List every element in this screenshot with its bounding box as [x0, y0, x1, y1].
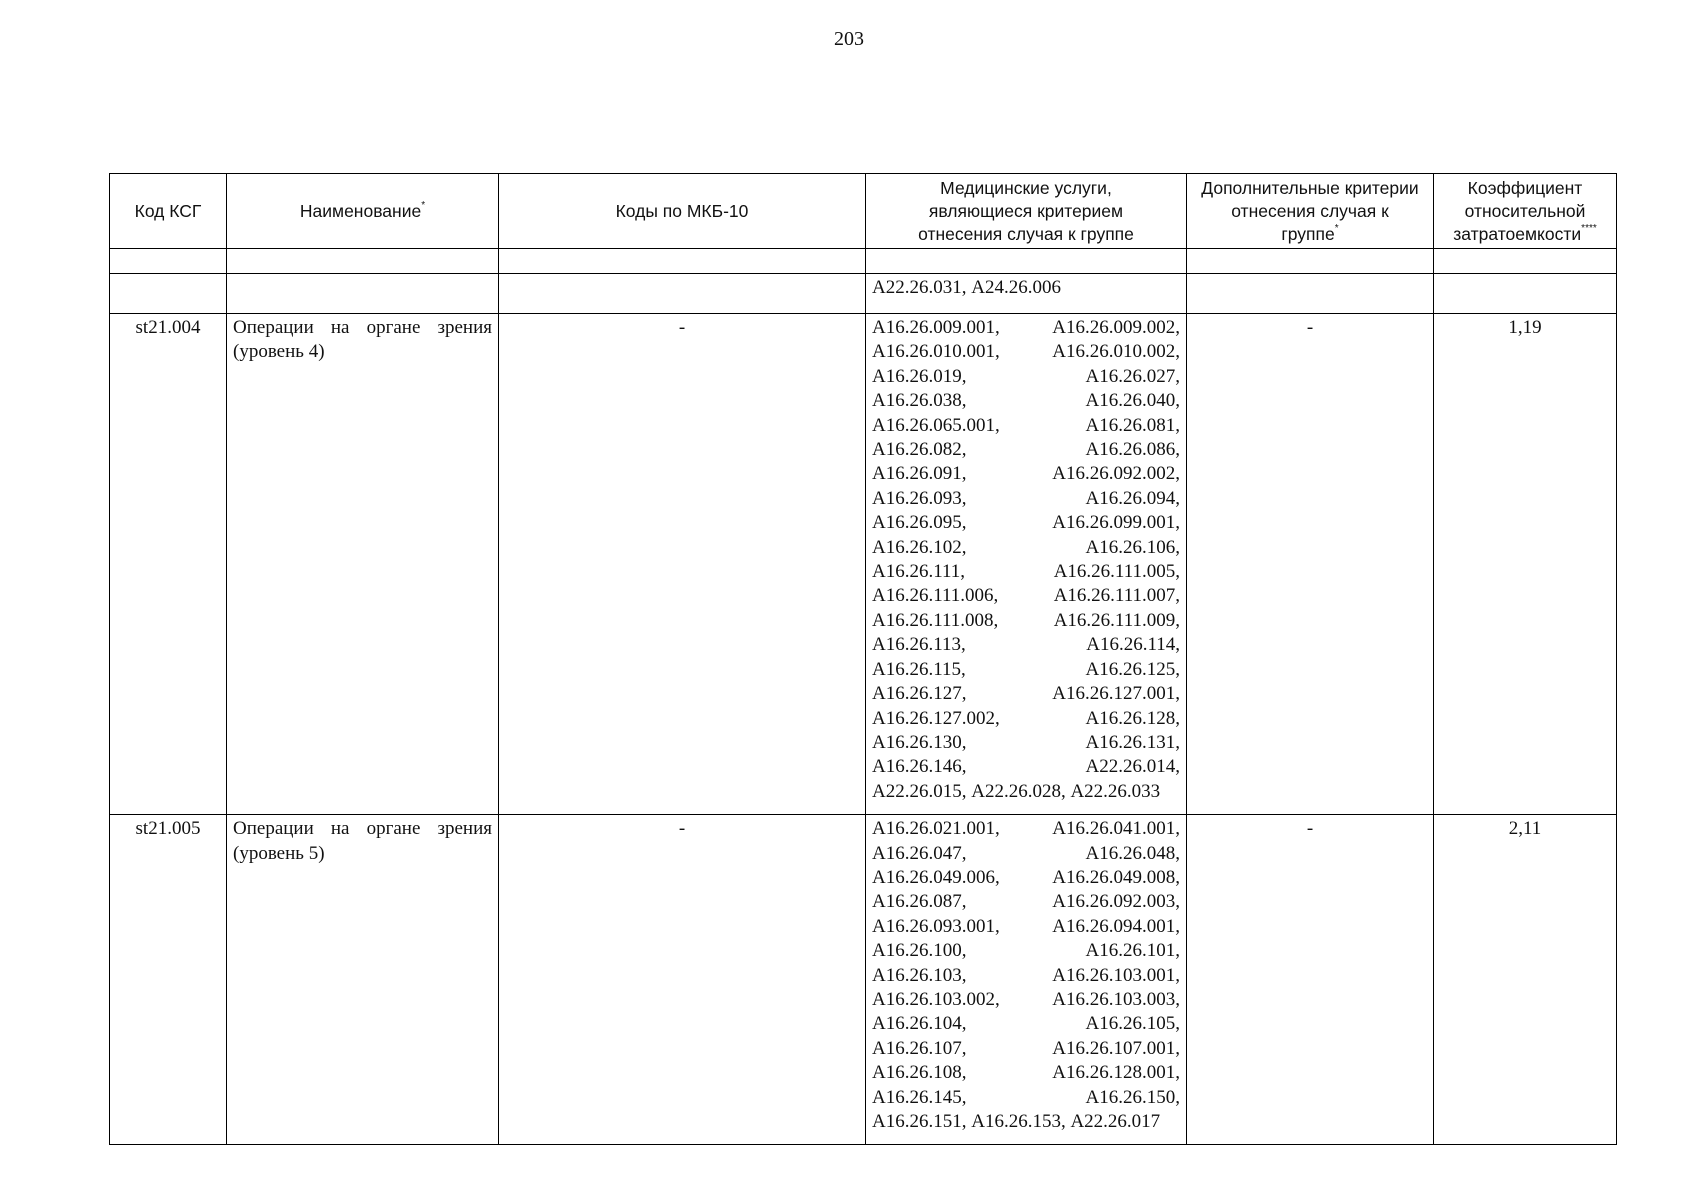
service-code: А16.26.103.002,	[872, 988, 1000, 1010]
service-code-line	[872, 780, 1180, 804]
mkb-cell: -	[499, 815, 866, 1145]
service-code: А16.26.105,	[1085, 1013, 1180, 1035]
extra-criteria-cell: -	[1187, 815, 1434, 1145]
name-word: на	[330, 818, 350, 840]
service-code: А16.26.151, А16.26.153, А22.26.017	[872, 1111, 1161, 1132]
service-code: А22.26.015, А22.26.028, А22.26.033	[872, 780, 1161, 802]
service-code: А16.26.021.001,	[872, 818, 1000, 840]
service-code-line	[872, 842, 1180, 866]
service-code: А16.26.102,	[872, 536, 967, 558]
extra-criteria-cell: -	[1187, 314, 1434, 815]
service-code-line	[872, 890, 1180, 914]
service-code-line	[872, 511, 1180, 535]
service-code: А16.26.108,	[872, 1062, 967, 1084]
header-extra-criteria: Дополнительные критерии отнесения случая к группе*	[1187, 174, 1434, 249]
name-word: зрения	[437, 317, 492, 338]
ksg-code-cell: st21.004	[110, 314, 227, 815]
service-code: А16.26.087,	[872, 891, 967, 913]
footnote-mark: ****	[1581, 222, 1597, 234]
service-code: А16.26.094.001,	[1052, 915, 1180, 937]
service-code-line	[872, 1110, 1180, 1134]
service-code: А16.26.049.008,	[1052, 866, 1180, 888]
service-code-line	[872, 817, 1180, 841]
service-code: А16.26.081,	[1085, 414, 1180, 436]
service-code: А16.26.107,	[872, 1037, 967, 1059]
services-cell	[866, 815, 1187, 1145]
name-word: Операции	[233, 818, 314, 840]
services-cell	[866, 314, 1187, 815]
service-code: А16.26.103.003,	[1052, 988, 1180, 1010]
name-cell	[227, 815, 499, 1145]
footnote-mark: *	[1334, 222, 1339, 234]
service-code: А16.26.093.001,	[872, 915, 1000, 937]
name-line	[233, 316, 492, 340]
service-code-line	[872, 560, 1180, 584]
coefficient-cell: 2,11	[1434, 815, 1617, 1145]
service-code: А16.26.127.001,	[1052, 683, 1180, 705]
service-code: А16.26.106,	[1085, 536, 1180, 558]
service-code: А16.26.130,	[872, 731, 967, 753]
service-code: А22.26.014,	[1085, 756, 1180, 778]
service-code-line	[872, 988, 1180, 1012]
service-code-line	[872, 682, 1180, 706]
header-name: Наименование*	[227, 174, 499, 249]
service-code: А16.26.019,	[872, 365, 967, 387]
service-code: А16.26.082,	[872, 439, 967, 461]
service-code: А16.26.095,	[872, 512, 967, 534]
service-code: А16.26.146,	[872, 756, 967, 778]
service-code: А16.26.010.001,	[872, 341, 1000, 363]
header-services: Медицинские услуги, являющиеся критерием отнесения случая к группе	[866, 174, 1187, 249]
service-code: А22.26.031, А24.26.006	[872, 277, 1061, 298]
service-code-line	[872, 755, 1180, 779]
service-code-line	[872, 365, 1180, 389]
service-code-line	[872, 1012, 1180, 1036]
service-code: А16.26.145,	[872, 1086, 967, 1108]
name-cell	[227, 314, 499, 815]
ksg-code-cell: st21.005	[110, 815, 227, 1145]
service-code: А16.26.086,	[1085, 439, 1180, 461]
name-line: (уровень 4)	[233, 341, 325, 363]
service-code: А16.26.101,	[1085, 940, 1180, 962]
service-code: А16.26.111.007,	[1053, 585, 1180, 607]
service-code: А16.26.111.006,	[872, 585, 999, 607]
service-code-line	[872, 633, 1180, 657]
table-row	[110, 314, 1617, 815]
service-code: А16.26.114,	[1086, 634, 1180, 656]
service-code: А16.26.111.005,	[1053, 561, 1180, 583]
service-code-line	[872, 915, 1180, 939]
service-code: А16.26.048,	[1085, 842, 1180, 864]
service-code-line	[872, 536, 1180, 560]
service-code: А16.26.010.002,	[1052, 341, 1180, 363]
service-code-line	[872, 1086, 1180, 1110]
service-code: А16.26.103.001,	[1052, 964, 1180, 986]
continuation-row	[110, 274, 1617, 314]
service-code-line	[872, 389, 1180, 413]
service-code-line	[872, 658, 1180, 682]
service-code-line	[872, 939, 1180, 963]
service-code: А16.26.128.001,	[1052, 1062, 1180, 1084]
service-code: А16.26.107.001,	[1052, 1037, 1180, 1059]
service-code: А16.26.127.002,	[872, 707, 1000, 729]
service-code: А16.26.125,	[1085, 658, 1180, 680]
name-word: на	[330, 317, 350, 338]
service-code-line	[872, 438, 1180, 462]
service-code: А16.26.093,	[872, 487, 967, 509]
service-code: А16.26.041.001,	[1052, 818, 1180, 840]
service-code: А16.26.009.001,	[872, 317, 1000, 338]
service-code: А16.26.113,	[872, 634, 966, 656]
table-row	[110, 815, 1617, 1145]
service-code: А16.26.092.002,	[1052, 463, 1180, 485]
service-code: А16.26.065.001,	[872, 414, 1000, 436]
service-code: А16.26.103,	[872, 964, 967, 986]
ksg-table	[109, 173, 1617, 1145]
name-word: органе	[366, 317, 421, 338]
service-code-line	[872, 1037, 1180, 1061]
service-code-line	[872, 707, 1180, 731]
service-code-line	[872, 1061, 1180, 1085]
footnote-mark: *	[421, 199, 426, 211]
page-number: 203	[834, 28, 864, 50]
service-code-line	[872, 731, 1180, 755]
coefficient-cell: 1,19	[1434, 314, 1617, 815]
service-code: А16.26.091,	[872, 463, 967, 485]
service-code: А16.26.047,	[872, 842, 967, 864]
service-code: А16.26.104,	[872, 1013, 967, 1035]
header-spacer-row	[110, 249, 1617, 274]
service-code-line	[872, 487, 1180, 511]
name-word: Операции	[233, 317, 314, 338]
service-code: А16.26.100,	[872, 940, 967, 962]
service-code-line	[872, 316, 1180, 340]
name-line: (уровень 5)	[233, 842, 325, 864]
service-code-line	[872, 462, 1180, 486]
name-line	[233, 817, 492, 841]
service-code: А16.26.092.003,	[1052, 891, 1180, 913]
service-code: А16.26.040,	[1085, 390, 1180, 412]
header-mkb-codes: Коды по МКБ-10	[499, 174, 866, 249]
service-code-line	[872, 276, 1180, 300]
service-code-line	[872, 964, 1180, 988]
mkb-cell: -	[499, 314, 866, 815]
service-code-line	[872, 609, 1180, 633]
service-code: А16.26.111,	[872, 561, 966, 583]
service-code: А16.26.099.001,	[1052, 512, 1180, 534]
name-word: зрения	[437, 818, 492, 840]
service-code: А16.26.111.009,	[1053, 609, 1180, 631]
service-code-line	[872, 340, 1180, 364]
service-code: А16.26.128,	[1085, 707, 1180, 729]
service-code: А16.26.038,	[872, 390, 967, 412]
service-code-line	[872, 584, 1180, 608]
service-code: А16.26.049.006,	[872, 866, 1000, 888]
service-code: А16.26.127,	[872, 683, 967, 705]
service-code-line	[872, 414, 1180, 438]
header-coefficient: Коэффициент относительной затратоемкости****	[1434, 174, 1617, 249]
service-code: А16.26.009.002,	[1052, 317, 1180, 338]
services-cell	[866, 274, 1187, 314]
service-code: А16.26.131,	[1085, 731, 1180, 753]
header-ksg-code: Код КСГ	[110, 174, 227, 249]
table-header-row	[110, 174, 1617, 249]
service-code: А16.26.115,	[872, 658, 966, 680]
service-code: А16.26.150,	[1085, 1086, 1180, 1108]
service-code-line	[872, 866, 1180, 890]
service-code: А16.26.094,	[1085, 487, 1180, 509]
name-word: органе	[366, 818, 421, 840]
service-code: А16.26.027,	[1085, 365, 1180, 387]
service-code: А16.26.111.008,	[872, 609, 999, 631]
